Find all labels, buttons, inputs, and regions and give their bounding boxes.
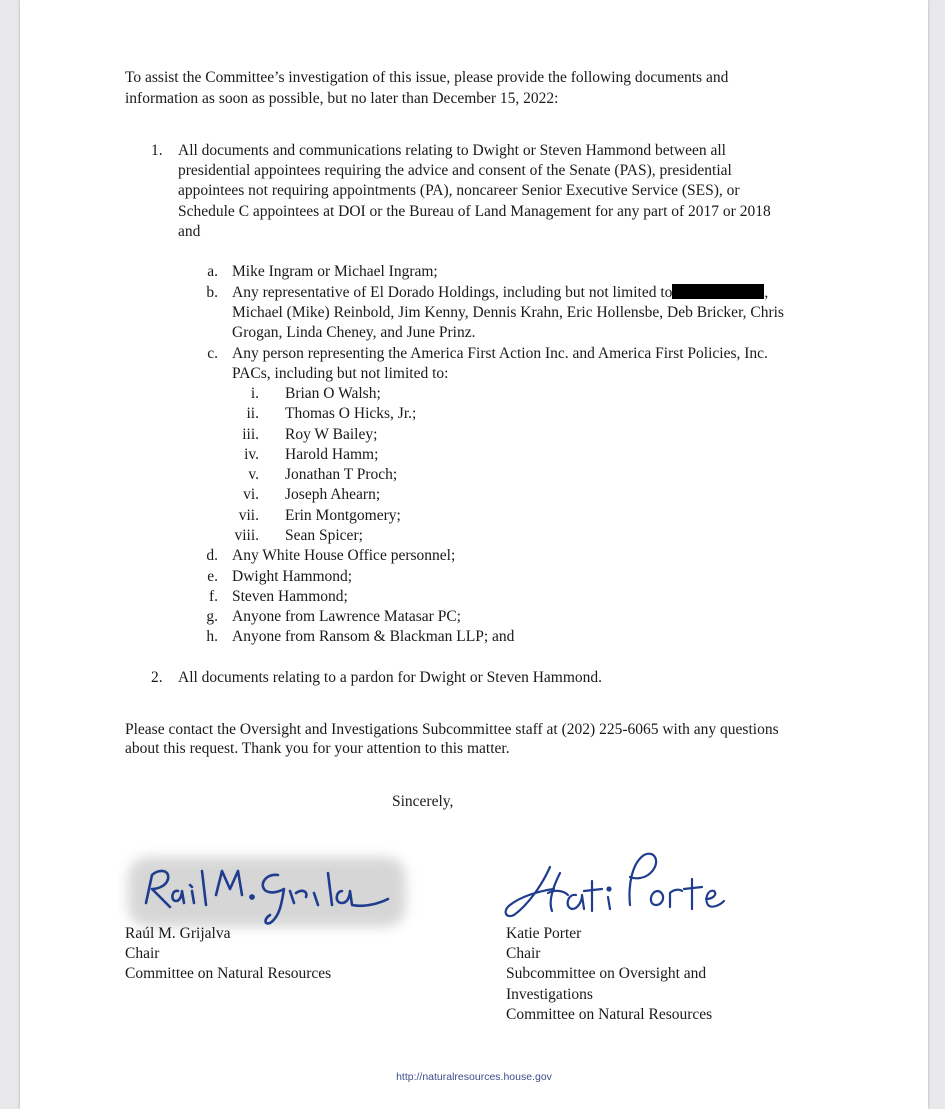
signer-left-name: Raúl M. Grijalva — [125, 925, 231, 942]
list-item-text: Anyone from Lawrence Matasar PC; — [232, 608, 461, 625]
sublist-item-text: Jonathan T Proch; — [285, 466, 398, 483]
item-1-line: and — [178, 223, 201, 240]
list-item-text-part: , — [764, 284, 769, 301]
list-item-text: Michael (Mike) Reinbold, Jim Kenny, Dennis Krahn, Eric Hollensbe, Deb Bricker, Chris — [232, 304, 784, 321]
letter-page — [20, 0, 928, 1109]
sublist-item-text: Joseph Ahearn; — [285, 486, 381, 503]
signer-right-org: Committee on Natural Resources — [506, 1006, 713, 1023]
roman-numeral: viii. — [234, 527, 259, 544]
item-2-number: 2. — [151, 669, 163, 686]
list-item-text: Steven Hammond; — [232, 588, 348, 605]
list-item-text: Grogan, Linda Cheney, and June Prinz. — [232, 324, 476, 341]
list-letter: a. — [207, 263, 218, 280]
contact-line-2: about this request. Thank you for your attention to this matter. — [125, 740, 510, 757]
signer-left-org: Committee on Natural Resources — [125, 965, 332, 982]
list-item-text: Dwight Hammond; — [232, 568, 353, 585]
signature-porter — [498, 845, 728, 927]
signer-right-name: Katie Porter — [506, 925, 582, 942]
signer-right-title: Chair — [506, 945, 541, 962]
item-1-line: All documents and communications relating to Dwight or Steven Hammond between all — [178, 142, 726, 159]
list-letter: g. — [206, 608, 218, 625]
list-item-text: Any person representing the America First Action Inc. and America First Policies, Inc. — [232, 345, 768, 362]
item-2-text: All documents relating to a pardon for Dwight or Steven Hammond. — [178, 669, 603, 686]
signer-left-title: Chair — [125, 945, 160, 962]
footer-url-link[interactable]: http://naturalresources.house.gov — [396, 1071, 552, 1083]
intro-line-1: To assist the Committee’s investigation of this issue, please provide the following documents and — [125, 69, 729, 86]
list-letter: b. — [206, 284, 218, 301]
list-item-text: Anyone from Ransom & Blackman LLP; and — [232, 628, 515, 645]
list-letter: e. — [207, 568, 218, 585]
item-1-line: presidential appointees requiring the advice and consent of the Senate (PAS), presidential — [178, 162, 732, 179]
list-item-text: PACs, including but not limited to: — [232, 365, 449, 382]
sublist-item-text: Roy W Bailey; — [285, 426, 378, 443]
list-item-text: Any White House Office personnel; — [232, 547, 456, 564]
roman-numeral: iii. — [242, 426, 259, 443]
item-1-number: 1. — [151, 142, 163, 159]
list-letter: d. — [206, 547, 218, 564]
intro-line-2: information as soon as possible, but no later than December 15, 2022: — [125, 90, 559, 107]
list-item-text — [232, 283, 768, 303]
roman-numeral: iv. — [244, 446, 259, 463]
list-letter: c. — [207, 345, 218, 362]
roman-numeral: ii. — [246, 405, 259, 422]
item-1-line: appointees not requiring appointments (PA), noncareer Senior Executive Service (SES), or — [178, 182, 740, 199]
roman-numeral: vii. — [238, 507, 259, 524]
list-letter: f. — [208, 588, 218, 605]
signer-right-org: Investigations — [506, 986, 593, 1003]
list-letter: h. — [206, 628, 218, 645]
sublist-item-text: Harold Hamm; — [285, 446, 379, 463]
signer-right-org: Subcommittee on Oversight and — [506, 965, 707, 982]
sublist-item-text: Erin Montgomery; — [285, 507, 401, 524]
sublist-item-text: Brian O Walsh; — [285, 385, 381, 402]
closing: Sincerely, — [392, 793, 454, 810]
sublist-item-text: Sean Spicer; — [285, 527, 363, 544]
contact-line-1: Please contact the Oversight and Investigations Subcommittee staff at (202) 225-6065 with any questions — [125, 721, 779, 738]
roman-numeral: vi. — [243, 486, 259, 503]
list-item-text: Mike Ingram or Michael Ingram; — [232, 263, 438, 280]
roman-numeral: v. — [248, 466, 259, 483]
item-1-line: Schedule C appointees at DOI or the Bureau of Land Management for any part of 2017 or 2018 — [178, 203, 771, 220]
roman-numeral: i. — [250, 385, 259, 402]
redaction-bar — [672, 284, 764, 299]
list-item-text-part: Any representative of El Dorado Holdings, including but not limited to — [232, 284, 673, 301]
sublist-item-text: Thomas O Hicks, Jr.; — [285, 405, 417, 422]
